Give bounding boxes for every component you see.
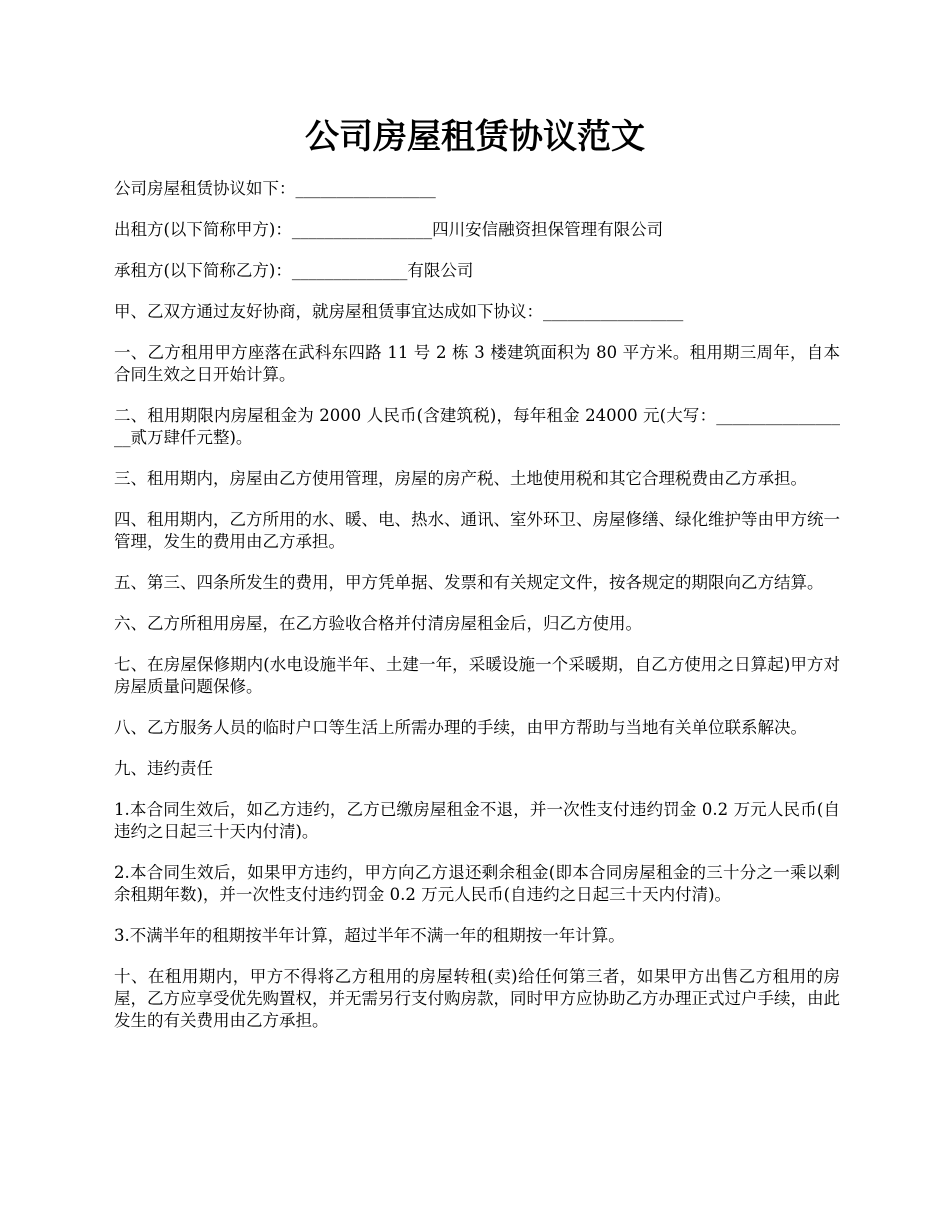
paragraph-lessee: 承租方(以下简称乙方)：______________有限公司 <box>114 261 474 280</box>
clause-10: 十、在租用期内，甲方不得将乙方租用的房屋转租(卖)给任何第三者，如果甲方出售乙方租用的房屋，乙方应享受优先购置权，并无需另行支付购房款，同时甲方应协助乙方办理正式过户手续，由此发生的有关费用由乙方承担。 <box>114 967 840 1030</box>
clause-9-heading: 九、违约责任 <box>114 759 213 778</box>
clause-3: 三、租用期内，房屋由乙方使用管理，房屋的房产税、土地使用税和其它合理税费由乙方承担。 <box>114 469 807 488</box>
document-body <box>114 178 840 1051</box>
document-title: 公司房屋租赁协议范文 <box>305 117 645 157</box>
clause-1: 一、乙方租用甲方座落在武科东四路 11 号 2 栋 3 楼建筑面积为 80 平方米。租用期三周年，自本合同生效之日开始计算。 <box>114 343 840 384</box>
clause-5: 五、第三、四条所发生的费用，甲方凭单据、发票和有关规定文件，按各规定的期限向乙方结算。 <box>114 573 824 592</box>
clause-8: 八、乙方服务人员的临时户口等生活上所需办理的手续，由甲方帮助与当地有关单位联系解决。 <box>114 718 807 737</box>
paragraph-intro: 公司房屋租赁协议如下：_________________ <box>114 179 436 198</box>
clause-9-item-1: 1.本合同生效后，如乙方违约，乙方已缴房屋租金不退，并一次性支付违约罚金 0.2 万元人民币(自违约之日起三十天内付清)。 <box>114 800 840 841</box>
clause-4: 四、租用期内，乙方所用的水、暖、电、热水、通讯、室外环卫、房屋修缮、绿化维护等由甲方统一管理，发生的费用由乙方承担。 <box>114 510 840 551</box>
clause-9-item-2: 2.本合同生效后，如果甲方违约，甲方向乙方退还剩余租金(即本合同房屋租金的三十分之一乘以剩余租期年数)，并一次性支付违约罚金 0.2 万元人民币(自违约之日起三十天内付清)。 <box>114 863 840 904</box>
paragraph-agreement: 甲、乙双方通过友好协商，就房屋租赁事宜达成如下协议：_________________ <box>114 302 684 321</box>
clause-9-item-3: 3.不满半年的租期按半年计算，超过半年不满一年的租期按一年计算。 <box>114 926 625 945</box>
clause-2: 二、租用期限内房屋租金为 2000 人民币(含建筑税)，每年租金 24000 元(大写：_________________贰万肆仟元整)。 <box>114 406 840 447</box>
clause-7: 七、在房屋保修期内(水电设施半年、土建一年，采暖设施一个采暖期，自乙方使用之日算起)甲方对房屋质量问题保修。 <box>114 655 840 696</box>
clause-6: 六、乙方所租用房屋，在乙方验收合格并付清房屋租金后，归乙方使用。 <box>114 614 642 633</box>
paragraph-lessor: 出租方(以下简称甲方)：_________________四川安信融资担保管理有限公司 <box>114 220 664 239</box>
